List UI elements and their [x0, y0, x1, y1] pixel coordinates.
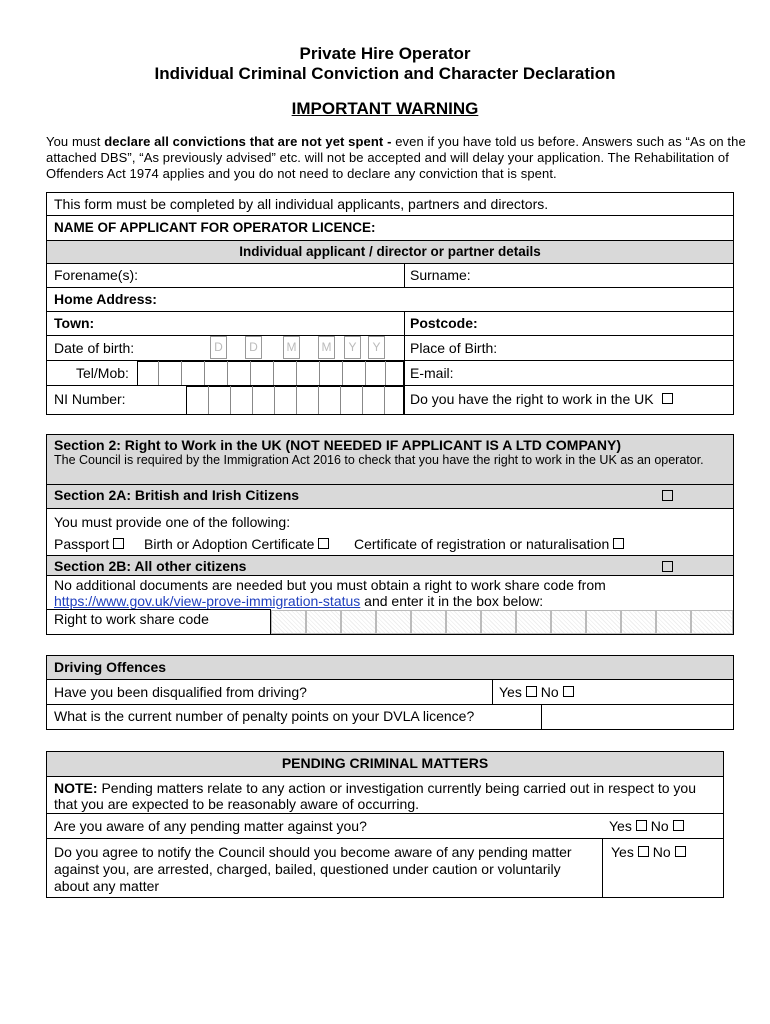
notify-answer: Yes No [611, 844, 686, 860]
forename-label: Forename(s): [54, 267, 139, 283]
birth-certificate-option: Birth or Adoption Certificate [144, 536, 329, 552]
registration-certificate-checkbox[interactable] [613, 538, 624, 549]
share-code-cell[interactable] [481, 610, 516, 634]
notify-no-checkbox[interactable] [675, 846, 686, 857]
section2b-heading: Section 2B: All other citizens [54, 558, 247, 574]
penalty-points-question: What is the current number of penalty points on your DVLA licence? [54, 708, 475, 724]
ni-input[interactable] [186, 386, 404, 415]
share-code-cell[interactable] [691, 610, 733, 634]
dob-digit-d2[interactable]: D [245, 336, 262, 359]
form-subtitle: Individual Criminal Conviction and Character Declaration [154, 64, 616, 83]
disqualified-no-checkbox[interactable] [563, 686, 574, 697]
dob-digit-y1[interactable]: Y [344, 336, 361, 359]
share-code-label: Right to work share code [54, 611, 209, 627]
applicant-note: This form must be completed by all individual applicants, partners and directors. [54, 196, 549, 212]
dob-digit-y2[interactable]: Y [368, 336, 385, 359]
tel-label: Tel/Mob: [76, 365, 129, 381]
warning-heading: IMPORTANT WARNING [291, 99, 479, 118]
share-code-cell[interactable] [621, 610, 656, 634]
intro-paragraph: You must declare all convictions that are not yet spent - even if you have told us before. Answers such as “As on the attached DBS”, “As previously advised” etc. will not be accepted and will delay your application. The Rehabilitation of Offenders Act 1974 applies and you do not need to declare any conviction that is spent. [46, 134, 746, 181]
section2b-text: No additional documents are needed but you must obtain a right to work share code from [54, 577, 606, 593]
section2b-checkbox[interactable] [662, 561, 673, 572]
surname-label: Surname: [410, 267, 471, 283]
pending-aware-yes-checkbox[interactable] [636, 820, 647, 831]
licence-name-label: NAME OF APPLICANT FOR OPERATOR LICENCE: [54, 220, 376, 235]
share-code-cell[interactable] [551, 610, 586, 634]
dob-label: Date of birth: [54, 340, 135, 356]
registration-certificate-option: Certificate of registration or naturalisation [354, 536, 624, 552]
passport-checkbox[interactable] [113, 538, 124, 549]
postcode-label: Postcode: [410, 315, 478, 331]
driving-heading: Driving Offences [54, 659, 167, 675]
email-label: E-mail: [410, 365, 454, 381]
share-code-cell[interactable] [516, 610, 551, 634]
dob-digit-d1[interactable]: D [210, 336, 227, 359]
pending-note: NOTE: Pending matters relate to any action or investigation currently being carried out in respect to you that you are expected to be reasonably aware of occurring. [54, 780, 697, 812]
share-code-cell[interactable] [411, 610, 446, 634]
pending-heading: PENDING CRIMINAL MATTERS [281, 755, 489, 771]
right-to-work-question: Do you have the right to work in the UK [410, 391, 673, 407]
right-to-work-checkbox[interactable] [662, 393, 673, 404]
gov-uk-link[interactable]: https://www.gov.uk/view-prove-immigration-status [54, 593, 361, 609]
notify-question: Do you agree to notify the Council should you become aware of any pending matter against you, are arrested, charged, bailed, questioned under caution or voluntarily about any matter [54, 844, 572, 894]
share-code-cell[interactable] [446, 610, 481, 634]
penalty-points-input[interactable] [542, 705, 733, 729]
pending-aware-answer: Yes No [609, 818, 684, 834]
pending-aware-question: Are you aware of any pending matter against you? [54, 818, 367, 834]
section2a-checkbox[interactable] [662, 490, 673, 501]
share-code-cell[interactable] [656, 610, 691, 634]
disqualified-question: Have you been disqualified from driving? [54, 684, 307, 700]
section2a-provide-text: You must provide one of the following: [54, 514, 291, 530]
share-code-cell[interactable] [271, 610, 306, 634]
home-address-label: Home Address: [54, 291, 157, 307]
share-code-cell[interactable] [306, 610, 341, 634]
dob-digit-m1[interactable]: M [283, 336, 300, 359]
section2-heading: Section 2: Right to Work in the UK (NOT NEEDED IF APPLICANT IS A LTD COMPANY) [54, 437, 621, 453]
place-of-birth-label: Place of Birth: [410, 340, 498, 356]
passport-option: Passport [54, 536, 124, 552]
section2-intro: The Council is required by the Immigration Act 2016 to check that you have the right to work in the UK as an operator. [54, 453, 704, 467]
share-code-cell[interactable] [586, 610, 621, 634]
tel-input[interactable] [137, 361, 404, 386]
section2b-link-line: https://www.gov.uk/view-prove-immigration-status and enter it in the box below: [54, 593, 544, 609]
section2a-heading: Section 2A: British and Irish Citizens [54, 487, 300, 503]
share-code-cell[interactable] [341, 610, 376, 634]
notify-yes-checkbox[interactable] [638, 846, 649, 857]
details-heading: Individual applicant / director or partner details [239, 244, 541, 259]
pending-aware-no-checkbox[interactable] [673, 820, 684, 831]
disqualified-answer: Yes No [499, 684, 574, 700]
ni-label: NI Number: [54, 391, 126, 407]
dob-digit-m2[interactable]: M [318, 336, 335, 359]
birth-certificate-checkbox[interactable] [318, 538, 329, 549]
form-title: Private Hire Operator [299, 44, 471, 63]
disqualified-yes-checkbox[interactable] [526, 686, 537, 697]
town-label: Town: [54, 315, 95, 331]
share-code-cell[interactable] [376, 610, 411, 634]
